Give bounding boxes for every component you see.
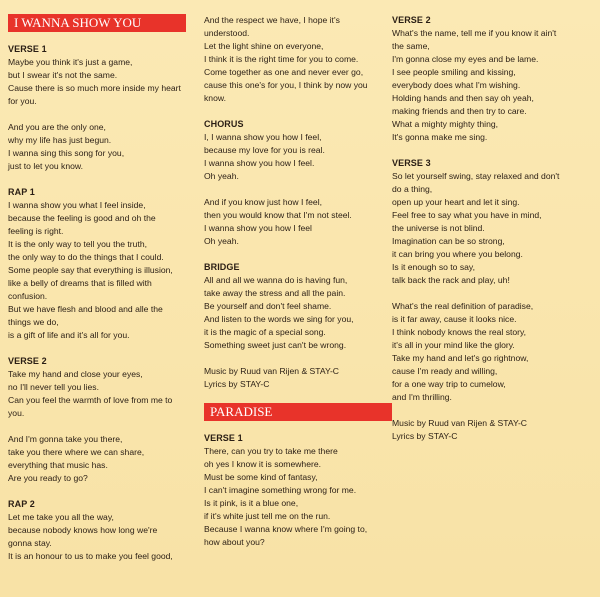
- section-heading: RAP 2: [8, 499, 35, 509]
- lyric-line: Is it enough so to say,: [392, 262, 475, 272]
- column-right: [392, 14, 592, 443]
- lyric-line: What a mighty mighty thing,: [392, 119, 499, 129]
- lyric-line: the same,: [392, 41, 430, 51]
- lyric-line: gonna stay.: [8, 538, 52, 548]
- lyric-line: and I'm thrilling.: [392, 392, 452, 402]
- lyric-line: Be yourself and don't feel shame.: [204, 301, 332, 311]
- lyric-line: making friends and then try to care.: [392, 106, 527, 116]
- lyric-line: Some people say that everything is illusion,: [8, 265, 173, 275]
- stanza: [204, 274, 386, 352]
- section-heading: RAP 1: [8, 187, 35, 197]
- lyrics-section: [204, 432, 386, 549]
- stanza: [392, 300, 592, 404]
- section-gap: [392, 144, 592, 157]
- section-heading: BRIDGE: [204, 262, 240, 272]
- lyric-line: talk back the rack and play, uh!: [392, 275, 510, 285]
- lyric-line: Take my hand and close your eyes,: [8, 369, 143, 379]
- lyric-line: And you are the only one,: [8, 122, 106, 132]
- lyric-line: Are you ready to go?: [8, 473, 88, 483]
- lyric-line: it can bring you where you belong.: [392, 249, 523, 259]
- lyric-line: Oh yeah.: [204, 171, 239, 181]
- lyric-line: is it far away, cause it looks nice.: [392, 314, 517, 324]
- lyric-line: Maybe you think it's just a game,: [8, 57, 133, 67]
- lyric-line: confusion.: [8, 291, 48, 301]
- lyric-line: because nobody knows how long we're: [8, 525, 158, 535]
- lyrics-section: [8, 43, 200, 173]
- lyric-line: And the respect we have, I hope it's: [204, 15, 340, 25]
- lyric-line: Music by Ruud van Rijen & STAY-C: [392, 418, 528, 428]
- lyric-line: Lyrics by STAY-C: [204, 379, 270, 389]
- lyric-line: But we have flesh and blood and alle the: [8, 304, 163, 314]
- lyric-line: cause this one's for you, I think by now you: [204, 80, 368, 90]
- lyric-line: things we do,: [8, 317, 59, 327]
- lyric-line: feeling is right.: [8, 226, 64, 236]
- lyric-line: Because I wanna know where I'm going to,: [204, 524, 368, 534]
- stanza: [204, 196, 386, 248]
- lyric-line: All and all we wanna do is having fun,: [204, 275, 348, 285]
- lyric-line: cause I'm ready and willing,: [392, 366, 498, 376]
- song-title-paradise: PARADISE: [204, 403, 392, 421]
- lyric-line: Must be some kind of fantasy,: [204, 472, 318, 482]
- lyric-line: Imagination can be so strong,: [392, 236, 505, 246]
- lyric-line: And if you know just how I feel,: [204, 197, 322, 207]
- stanza: [8, 433, 200, 485]
- section-heading: CHORUS: [204, 119, 244, 129]
- lyric-line: do a thing,: [392, 184, 433, 194]
- lyric-line: Come together as one and never ever go,: [204, 67, 364, 77]
- lyric-line: everybody does what I'm wishing.: [392, 80, 521, 90]
- column-middle-lyrics: [204, 118, 386, 391]
- column-middle: [204, 14, 386, 549]
- lyric-line: for you.: [8, 96, 37, 106]
- section-heading: VERSE 1: [8, 44, 47, 54]
- lyric-line: if it's white just tell me on the run.: [204, 511, 331, 521]
- lyric-line: I can't imagine something wrong for me.: [204, 485, 357, 495]
- stanza: [204, 365, 386, 391]
- lyric-line: for a one way trip to cumelow,: [392, 379, 506, 389]
- lyric-line: And listen to the words we sing for you,: [204, 314, 354, 324]
- stanza: [392, 27, 592, 144]
- lyric-line: I wanna show you what I feel inside,: [8, 200, 146, 210]
- column-middle-intro-lyrics: [204, 14, 386, 118]
- section-gap: [204, 105, 386, 118]
- lyric-line: It is an honour to us to make you feel good,: [8, 551, 173, 561]
- lyrics-section: [392, 14, 592, 144]
- lyric-line: Is it pink, is it a blue one,: [204, 498, 299, 508]
- lyric-line: open up your heart and let it sing.: [392, 197, 520, 207]
- stanza-gap: [392, 404, 592, 417]
- stanza: [8, 56, 200, 108]
- lyric-line: just to let you know.: [8, 161, 83, 171]
- song-title-i-wanna-show-you: I WANNA SHOW YOU: [8, 14, 186, 32]
- lyric-line: I see people smiling and kissing,: [392, 67, 516, 77]
- stanza: [204, 131, 386, 183]
- stanza-gap: [204, 183, 386, 196]
- lyric-line: the universe is not blind.: [392, 223, 485, 233]
- lyric-line: There, can you try to take me there: [204, 446, 338, 456]
- section-heading: VERSE 3: [392, 158, 431, 168]
- lyric-line: it's all in your mind like the glory.: [392, 340, 515, 350]
- lyric-line: And I'm gonna take you there,: [8, 434, 123, 444]
- lyric-line: the only way to do the things that I could.: [8, 252, 164, 262]
- column-left-lyrics: [8, 43, 200, 563]
- lyric-line: I wanna show you how I feel: [204, 223, 312, 233]
- lyrics-section: [8, 498, 200, 563]
- stanza-gap: [8, 108, 200, 121]
- column-right-lyrics: [392, 14, 592, 443]
- stanza-gap: [204, 352, 386, 365]
- lyric-line: take you there where we can share,: [8, 447, 145, 457]
- lyrics-section: [204, 261, 386, 391]
- lyric-line: but I swear it's not the same.: [8, 70, 118, 80]
- lyrics-section: [204, 118, 386, 248]
- stanza: [392, 417, 592, 443]
- lyric-line: why my life has just begun.: [8, 135, 112, 145]
- lyric-line: it is the magic of a special song.: [204, 327, 326, 337]
- section-gap: [8, 342, 200, 355]
- column-middle-paradise-lyrics: [204, 432, 386, 549]
- lyric-line: What's the real definition of paradise,: [392, 301, 534, 311]
- lyric-line: Can you feel the warmth of love from me to: [8, 395, 173, 405]
- section-gap: [8, 485, 200, 498]
- lyric-line: take away the stress and all the pain.: [204, 288, 346, 298]
- lyric-line: It is the only way to tell you the truth,: [8, 239, 148, 249]
- lyrics-section: [392, 157, 592, 443]
- lyric-line: I, I wanna show you how I feel,: [204, 132, 322, 142]
- lyric-line: Holding hands and then say oh yeah,: [392, 93, 534, 103]
- lyric-line: I think it is the right time for you to come.: [204, 54, 359, 64]
- lyric-line: It's gonna make me sing.: [392, 132, 488, 142]
- lyric-line: because my love for you is real.: [204, 145, 325, 155]
- section-heading: VERSE 1: [204, 433, 243, 443]
- lyric-line: What's the name, tell me if you know it ain't: [392, 28, 557, 38]
- lyric-line: Lyrics by STAY-C: [392, 431, 458, 441]
- lyric-line: So let yourself swing, stay relaxed and don't: [392, 171, 560, 181]
- stanza-gap: [392, 287, 592, 300]
- lyric-line: like a belly of dreams that is filled with: [8, 278, 152, 288]
- lyric-line: Let the light shine on everyone,: [204, 41, 324, 51]
- lyric-line: Feel free to say what you have in mind,: [392, 210, 542, 220]
- stanza: [204, 14, 386, 105]
- lyric-line: oh yes I know it is somewhere.: [204, 459, 322, 469]
- lyric-line: Let me take you all the way,: [8, 512, 114, 522]
- section-gap: [8, 173, 200, 186]
- lyric-line: is a gift of life and it's all for you.: [8, 330, 130, 340]
- lyric-line: I'm gonna close my eyes and be lame.: [392, 54, 539, 64]
- stanza: [8, 121, 200, 173]
- lyric-line: know.: [204, 93, 226, 103]
- lyric-line: understood.: [204, 28, 250, 38]
- stanza-gap: [8, 420, 200, 433]
- lyric-line: I wanna show you how I feel.: [204, 158, 315, 168]
- column-left: [8, 14, 200, 563]
- section-gap: [204, 248, 386, 261]
- lyric-line: you.: [8, 408, 25, 418]
- lyric-line: because the feeling is good and oh the: [8, 213, 156, 223]
- lyrics-section: [8, 186, 200, 342]
- lyrics-section: [8, 355, 200, 485]
- lyric-line: Music by Ruud van Rijen & STAY-C: [204, 366, 340, 376]
- lyric-line: Cause there is so much more inside my heart: [8, 83, 181, 93]
- section-heading: VERSE 2: [392, 15, 431, 25]
- stanza: [8, 368, 200, 420]
- lyric-line: I think nobody knows the real story,: [392, 327, 527, 337]
- stanza: [392, 170, 592, 287]
- lyric-line: I wanna sing this song for you,: [8, 148, 125, 158]
- stanza: [204, 445, 386, 549]
- lyric-line: Take my hand and let's go rightnow,: [392, 353, 529, 363]
- section-heading: VERSE 2: [8, 356, 47, 366]
- lyric-line: Something sweet just can't be wrong.: [204, 340, 347, 350]
- lyric-line: then you would know that I'm not steel.: [204, 210, 352, 220]
- stanza: [8, 511, 200, 563]
- lyric-line: Oh yeah.: [204, 236, 239, 246]
- lyric-line: no I'll never tell you lies.: [8, 382, 99, 392]
- lyric-line: everything that music has.: [8, 460, 108, 470]
- lyric-line: how about you?: [204, 537, 265, 547]
- stanza: [8, 199, 200, 342]
